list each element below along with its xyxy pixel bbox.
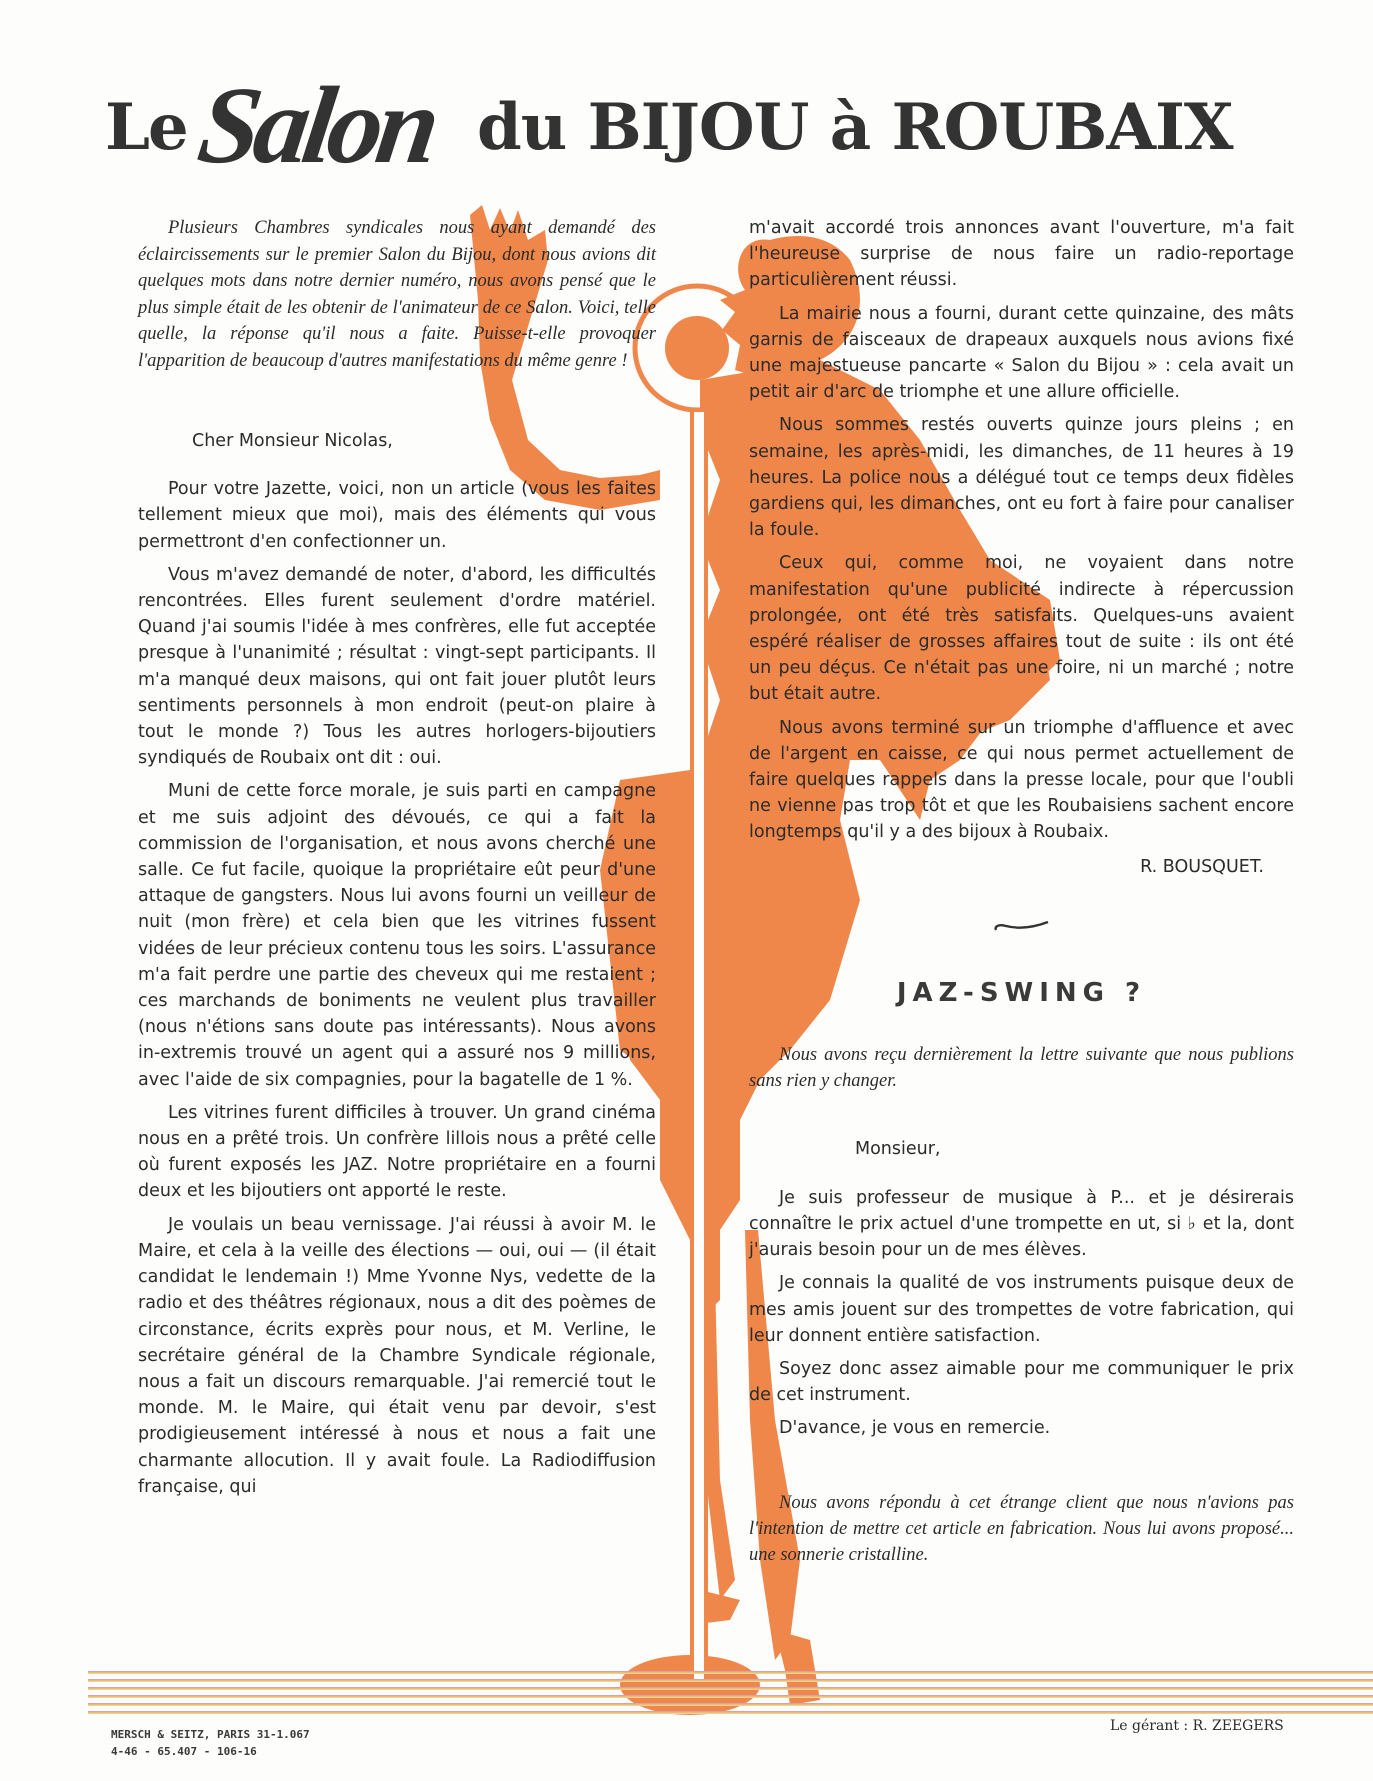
paragraph: La mairie nous a fourni, durant cette quinzaine, des mâts garnis de faisceaux de drapeaux auxquels nous avions fixé une majestueuse pancarte « Salon du Bijou » : cela avait un petit air d'arc de triomphe et une allure officielle.	[749, 303, 1294, 403]
paragraph: Soyez donc assez aimable pour me communiquer le prix de cet instrument.	[749, 1358, 1294, 1406]
title-du-bijou-a-roubaix: du BIJOU à ROUBAIX	[477, 90, 1233, 165]
paragraph: Ceux qui, comme moi, ne voyaient dans notre manifestation qu'une publicité indirecte à répercussion prolongée, ont été très satisfaits. Quelques-uns avaient espéré réaliser de grosses affaires tout de suite : ils ont été un peu déçus. Ce n'était pas une foire, ni un marché ; notre but était autre.	[749, 553, 1294, 705]
paragraph: Les vitrines furent difficiles à trouver. Un grand cinéma nous en a prêté trois. Un confrère lillois nous a prêté celle où furent exposés les JAZ. Notre propriétaire en a fourni deux et les bijoutiers ont apporté le reste.	[138, 1102, 656, 1202]
swash-divider-icon	[992, 920, 1052, 934]
stripe	[88, 1711, 1373, 1714]
paragraph: D'avance, je vous en remercie.	[779, 1418, 1051, 1439]
letter-salutation: Monsieur,	[855, 1139, 941, 1160]
author-signature: R. BOUSQUET.	[1140, 856, 1264, 877]
paragraph: Nous avons terminé sur un triomphe d'affluence et avec de l'argent en caisse, ce qui nous permet actuellement de faire quelques rappels dans la presse locale, pour que l'oubli ne vienne pas trop tôt et que les Roubaisiens sachent encore longtemps qu'il y a des bijoux à Roubaix.	[749, 717, 1294, 843]
stripe	[88, 1695, 1373, 1698]
paragraph: Je voulais un beau vernissage. J'ai réussi à avoir M. le Maire, et cela à la veille des élections — oui, oui — (il était candidat le lendemain !) Mme Yvonne Nys, vedette de la radio et des théâtres régionaux, nous a dit des poèmes de circonstance, écrits exprès pour nous, et M. Verline, le secrétaire général de la Chambre Syndicale régionale, nous a fait un discours remarquable. J'ai remercié tout le monde. M. le Maire, qui était venu par devoir, s'est prodigieusement intéressé à nous et nous a fait une charmante allocution. Il y avait foule. La Radiodiffusion française, qui	[138, 1214, 656, 1497]
page-title	[105, 64, 1305, 198]
stripe	[88, 1703, 1373, 1706]
stripe	[88, 1671, 1373, 1674]
paragraph: Nous sommes restés ouverts quinze jours pleins ; en semaine, les après-midi, les dimanches, de 11 heures à 19 heures. La police nous a délégué tout ce temps deux fidèles gardiens qui, les dimanches, ont eu fort à faire pour canaliser la foule.	[749, 415, 1294, 541]
section-title-jaz-swing: JAZ-SWING ?	[896, 977, 1147, 1008]
title-le: Le	[105, 90, 187, 165]
paragraph-continued: m'avait accordé trois annonces avant l'ouverture, m'a fait l'heureuse surprise de nous faire un radio-reportage particulièrement réussi.	[749, 218, 1294, 291]
paragraph: Muni de cette force morale, je suis parti en campagne et me suis adjoint des dévoués, ce qui a fait la commission de l'organisation, et nous avons cherché une salle. Ce fut facile, quoique la propriétaire eût peur d'une attaque de gangsters. Nous lui avons fourni un veilleur de nuit (mon frère) et cela bien que les vitrines fussent vidées de leur précieux contenu tous les soirs. L'assurance m'a fait perdre une partie des cheveux qui me restaient ; ces marchands de boniments ne veulent plus travailler (nous n'étions sans doute pas intéressants). Nous avons in-extremis trouvé un agent qui a assuré nos 9 millions, avec l'aide de six compagnies, pour la bagatelle de 1 %.	[138, 781, 656, 1090]
right-column	[749, 215, 1294, 1575]
paragraph: Je connais la qualité de vos instruments puisque deux de mes amis jouent sur des trompettes de votre fabrication, qui leur donnent entière satisfaction.	[749, 1273, 1294, 1346]
printer-imprint	[111, 1726, 310, 1760]
editor-reply: Nous avons répondu à cet étrange client que nous n'avions pas l'intention de mettre cet article en fabrication. Nous lui avons proposé... une sonnerie cristalline.	[749, 1492, 1294, 1565]
letter-salutation: Cher Monsieur Nicolas,	[192, 431, 393, 451]
paragraph: Pour votre Jazette, voici, non un article (vous les faites tellement mieux que moi), mais des éléments qui vous permettront d'en confectionner un.	[138, 479, 656, 552]
printer-line-1: MERSCH & SEITZ, PARIS 31-1.067	[111, 1728, 310, 1741]
stripe	[88, 1679, 1373, 1682]
printer-line-2: 4-46 - 65.407 - 106-16	[111, 1745, 257, 1758]
section-intro: Nous avons reçu dernièrement la lettre suivante que nous publions sans rien y changer.	[749, 1045, 1294, 1092]
decorative-stripes	[88, 1671, 1373, 1717]
stripe	[88, 1687, 1373, 1690]
paragraph: Vous m'avez demandé de noter, d'abord, les difficultés rencontrées. Elles furent seulement d'ordre matériel. Quand j'ai soumis l'idée à mes confrères, elle fut acceptée presque à l'unanimité ; résultat : vingt-sept participants. Il m'a manqué deux maisons, qui ont fait jouer plutôt leurs sentiments personnels à mon endroit (peut-on plaire à tout le monde ?) Tous les autres horlogers-bijoutiers syndiqués de Roubaix ont dit : oui.	[138, 564, 656, 769]
title-salon-script: Salon	[191, 64, 442, 186]
editor-intro: Plusieurs Chambres syndicales nous ayant demandé des éclaircissements sur le premier Salon du Bijou, dont nous avions dit quelques mots dans notre dernier numéro, nous avons pensé que le plus simple était de les obtenir de l'animateur de ce Salon. Voici, telle quelle, la réponse qu'il nous a faite. Puisse-t-elle provoquer l'apparition de beaucoup d'autres manifestations du même genre !	[138, 218, 656, 371]
left-column	[138, 215, 656, 1507]
paragraph: Je suis professeur de musique à P... et je désirerais connaître le prix actuel d'une trompette en ut, si ♭ et la, dont j'aurais besoin pour un de mes élèves.	[749, 1187, 1294, 1261]
manager-credit: Le gérant : R. ZEEGERS	[1110, 1718, 1284, 1734]
